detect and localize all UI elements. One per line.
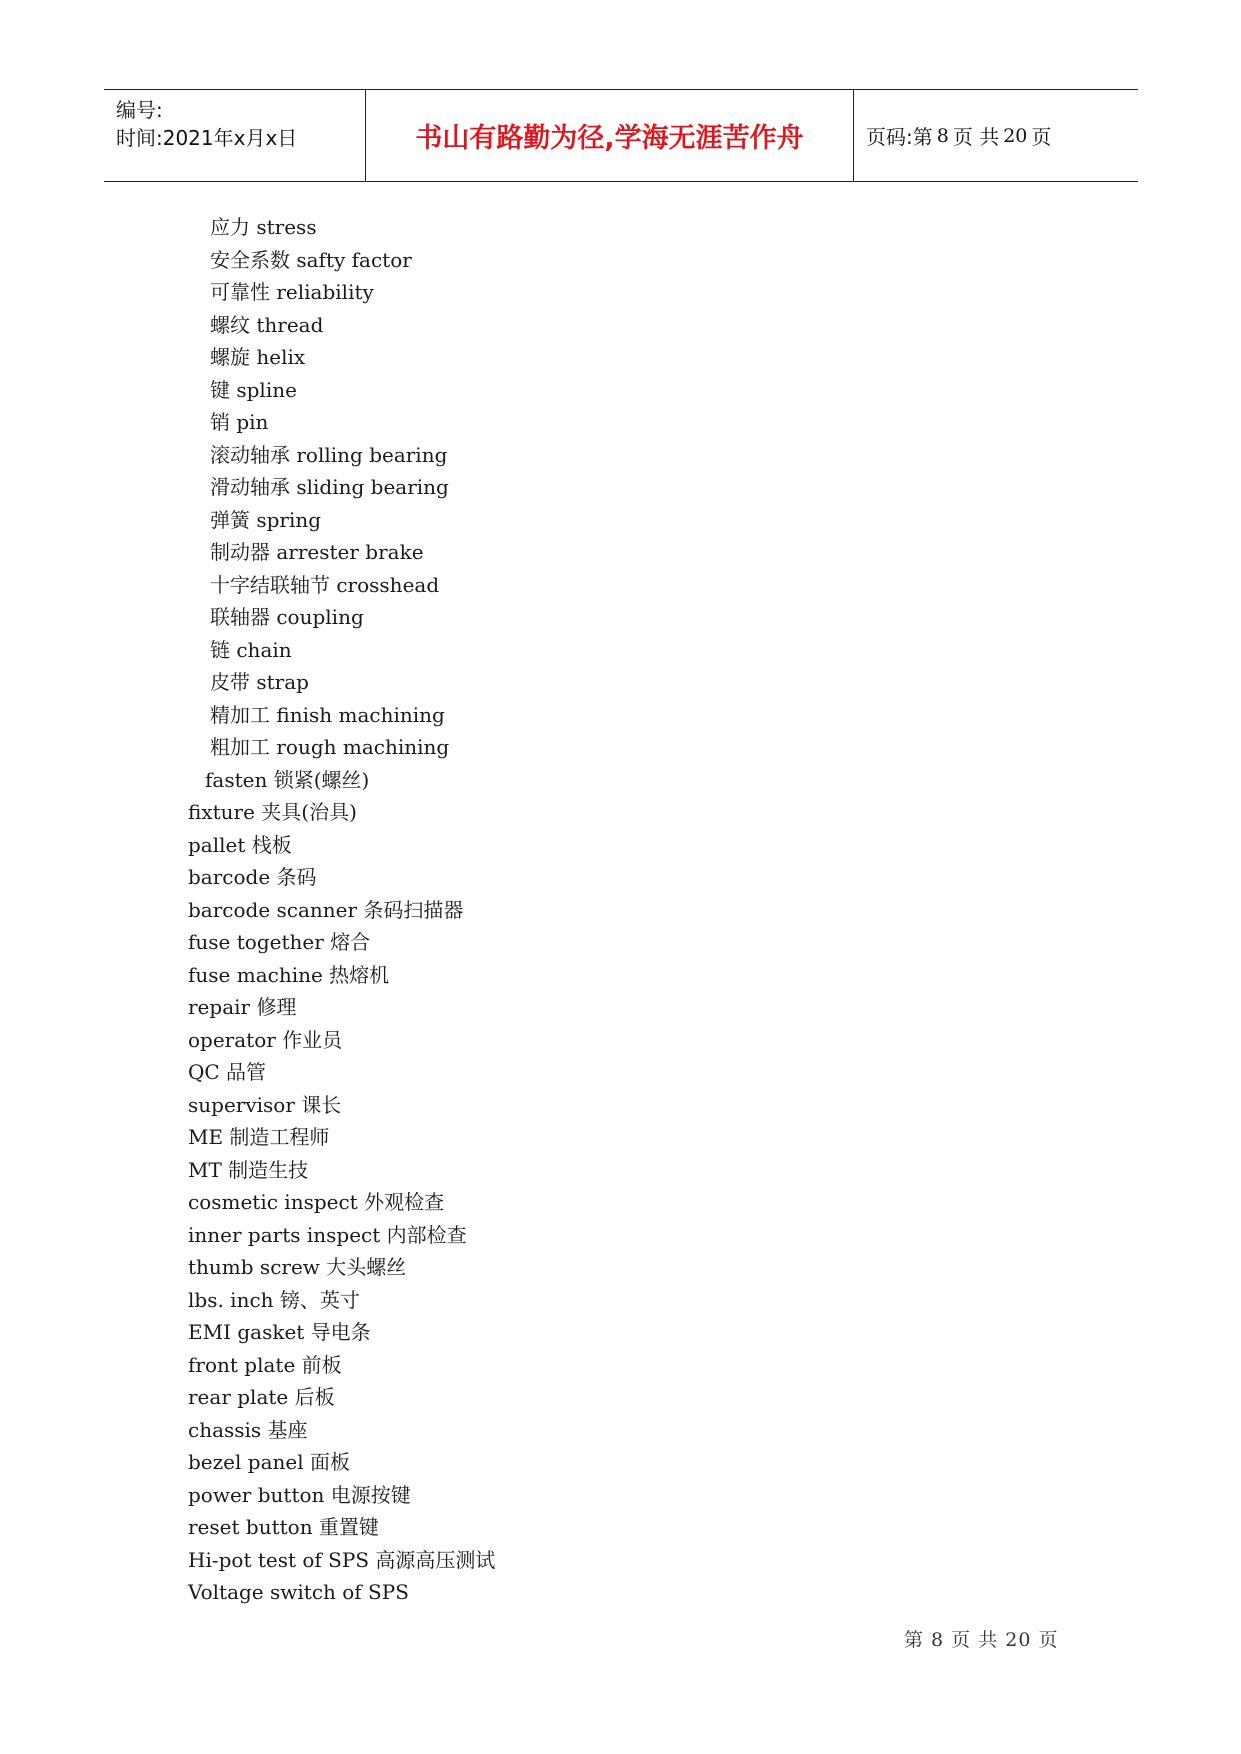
list-item: barcode scanner 条码扫描器 [188, 897, 464, 922]
list-item: chassis 基座 [188, 1417, 308, 1442]
list-item: 可靠性 reliability [210, 280, 374, 304]
list-item: Voltage switch of SPS [188, 1580, 409, 1604]
list-item: 皮带 strap [210, 670, 309, 694]
glossary-list [188, 211, 495, 1609]
document-time-label: 时间:2021年x月x日 [116, 126, 298, 150]
header-motto: 书山有路勤为径,学海无涯苦作舟 [366, 90, 854, 181]
list-item: 十字结联轴节 crosshead [210, 572, 440, 597]
list-item: pallet 栈板 [188, 832, 292, 857]
page-total: 20 [1003, 124, 1028, 147]
page-current: 8 [936, 124, 949, 147]
list-item: 链 chain [210, 637, 292, 662]
list-item: fasten 锁紧(螺丝) [205, 767, 370, 792]
list-item: fuse machine 热熔机 [188, 962, 390, 987]
list-item: 滚动轴承 rolling bearing [210, 442, 448, 467]
list-item: 螺纹 thread [210, 312, 324, 337]
header-page-indicator [854, 90, 1138, 181]
list-item: 制动器 arrester brake [210, 540, 424, 564]
list-item: fuse together 熔合 [188, 930, 371, 954]
list-item: rear plate 后板 [188, 1385, 335, 1409]
page-suffix: 页 [1031, 125, 1052, 149]
list-item: power button 电源按键 [188, 1482, 411, 1507]
list-item: bezel panel 面板 [188, 1450, 350, 1474]
list-item: ME 制造工程师 [188, 1125, 330, 1149]
list-item: 销 pin [210, 410, 269, 434]
list-item: 粗加工 rough machining [210, 735, 450, 759]
list-item: front plate 前板 [188, 1352, 342, 1377]
page-header [104, 89, 1138, 182]
list-item: 联轴器 coupling [210, 605, 364, 629]
list-item: 滑动轴承 sliding bearing [210, 475, 449, 499]
list-item: inner parts inspect 内部检查 [188, 1222, 467, 1247]
list-item: 精加工 finish machining [210, 702, 445, 727]
header-info-cell [104, 90, 366, 181]
list-item: barcode 条码 [188, 865, 317, 889]
list-item: repair 修理 [188, 995, 297, 1019]
list-item: supervisor 课长 [188, 1092, 342, 1117]
list-item: thumb screw 大头螺丝 [188, 1255, 407, 1279]
list-item: cosmetic inspect 外观检查 [188, 1190, 445, 1214]
list-item: QC 品管 [188, 1060, 267, 1084]
list-item: EMI gasket 导电条 [188, 1320, 371, 1344]
list-item: 键 spline [210, 377, 297, 402]
list-item: fixture 夹具(治具) [188, 800, 357, 824]
list-item: operator 作业员 [188, 1027, 343, 1052]
list-item: 螺旋 helix [210, 345, 306, 369]
list-item: 安全系数 safty factor [210, 247, 412, 272]
document-number-label: 编号: [116, 98, 163, 122]
list-item: reset button 重置键 [188, 1515, 379, 1539]
list-item: MT 制造生技 [188, 1157, 309, 1182]
page-prefix: 页码:第 [866, 125, 933, 149]
page-mid: 页 共 [952, 125, 1000, 149]
list-item: 弹簧 spring [210, 507, 322, 532]
list-item: lbs. inch 镑、英寸 [188, 1287, 360, 1312]
page-footer: 第 8 页 共 20 页 [904, 1629, 1059, 1651]
list-item: Hi-pot test of SPS 高源高压测试 [188, 1547, 496, 1572]
list-item: 应力 stress [210, 215, 317, 239]
